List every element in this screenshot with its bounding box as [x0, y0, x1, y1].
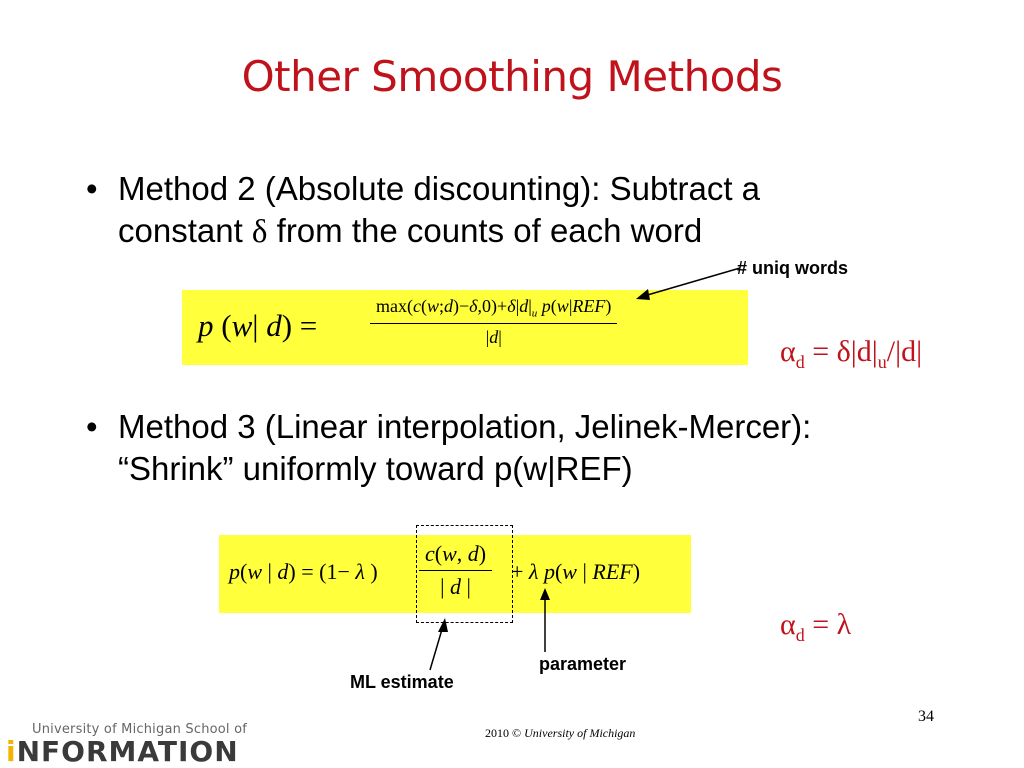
bullet-dot: • [86, 170, 98, 207]
method3-line1: Method 3 (Linear interpolation, Jelinek-Mercer): [118, 408, 812, 445]
formula-absolute-discounting: p (w| d) = $\max(c(w;d)-\delta,0)+\delta|d|_u$ p(w|REF) |d| [182, 290, 748, 365]
alpha-method-3: $\alpha_d = \lambda$ [780, 608, 852, 645]
bullet-method-2 [86, 168, 761, 253]
method2-line1: Method 2 (Absolute discounting): Subtract a [118, 170, 761, 207]
method3-line2: “Shrink” uniformly toward p(w|REF) [118, 450, 633, 487]
method2-line2: constant δ from the counts of each word [118, 212, 703, 250]
logo-line1: University of Michigan School of [32, 722, 248, 737]
logo-i-icon: i [6, 735, 17, 768]
bullet-dot: • [86, 408, 98, 445]
logo-line2: iNFORMATION [6, 735, 239, 768]
uniq-words-arrow [620, 262, 760, 312]
parameter-label: parameter [539, 654, 627, 674]
umsi-logo [6, 722, 276, 766]
alpha-method-2: $\alpha_d = \delta|d|_u/|d|$ [780, 335, 923, 372]
bullet-method-3 [86, 406, 812, 490]
footer-copyright: 2010 © University of Michigan [485, 726, 636, 740]
slide-title: Other Smoothing Methods [241, 52, 783, 101]
formula-jelinek-mercer: p(w | d) = (1− λ ) $\frac{c(w, d)}{| d |}$ + λ p(w | REF) [219, 535, 691, 613]
page-number: 34 [918, 708, 934, 725]
ml-estimate-label: ML estimate [350, 672, 454, 692]
uniq-words-annotation: # uniq words [737, 258, 849, 278]
